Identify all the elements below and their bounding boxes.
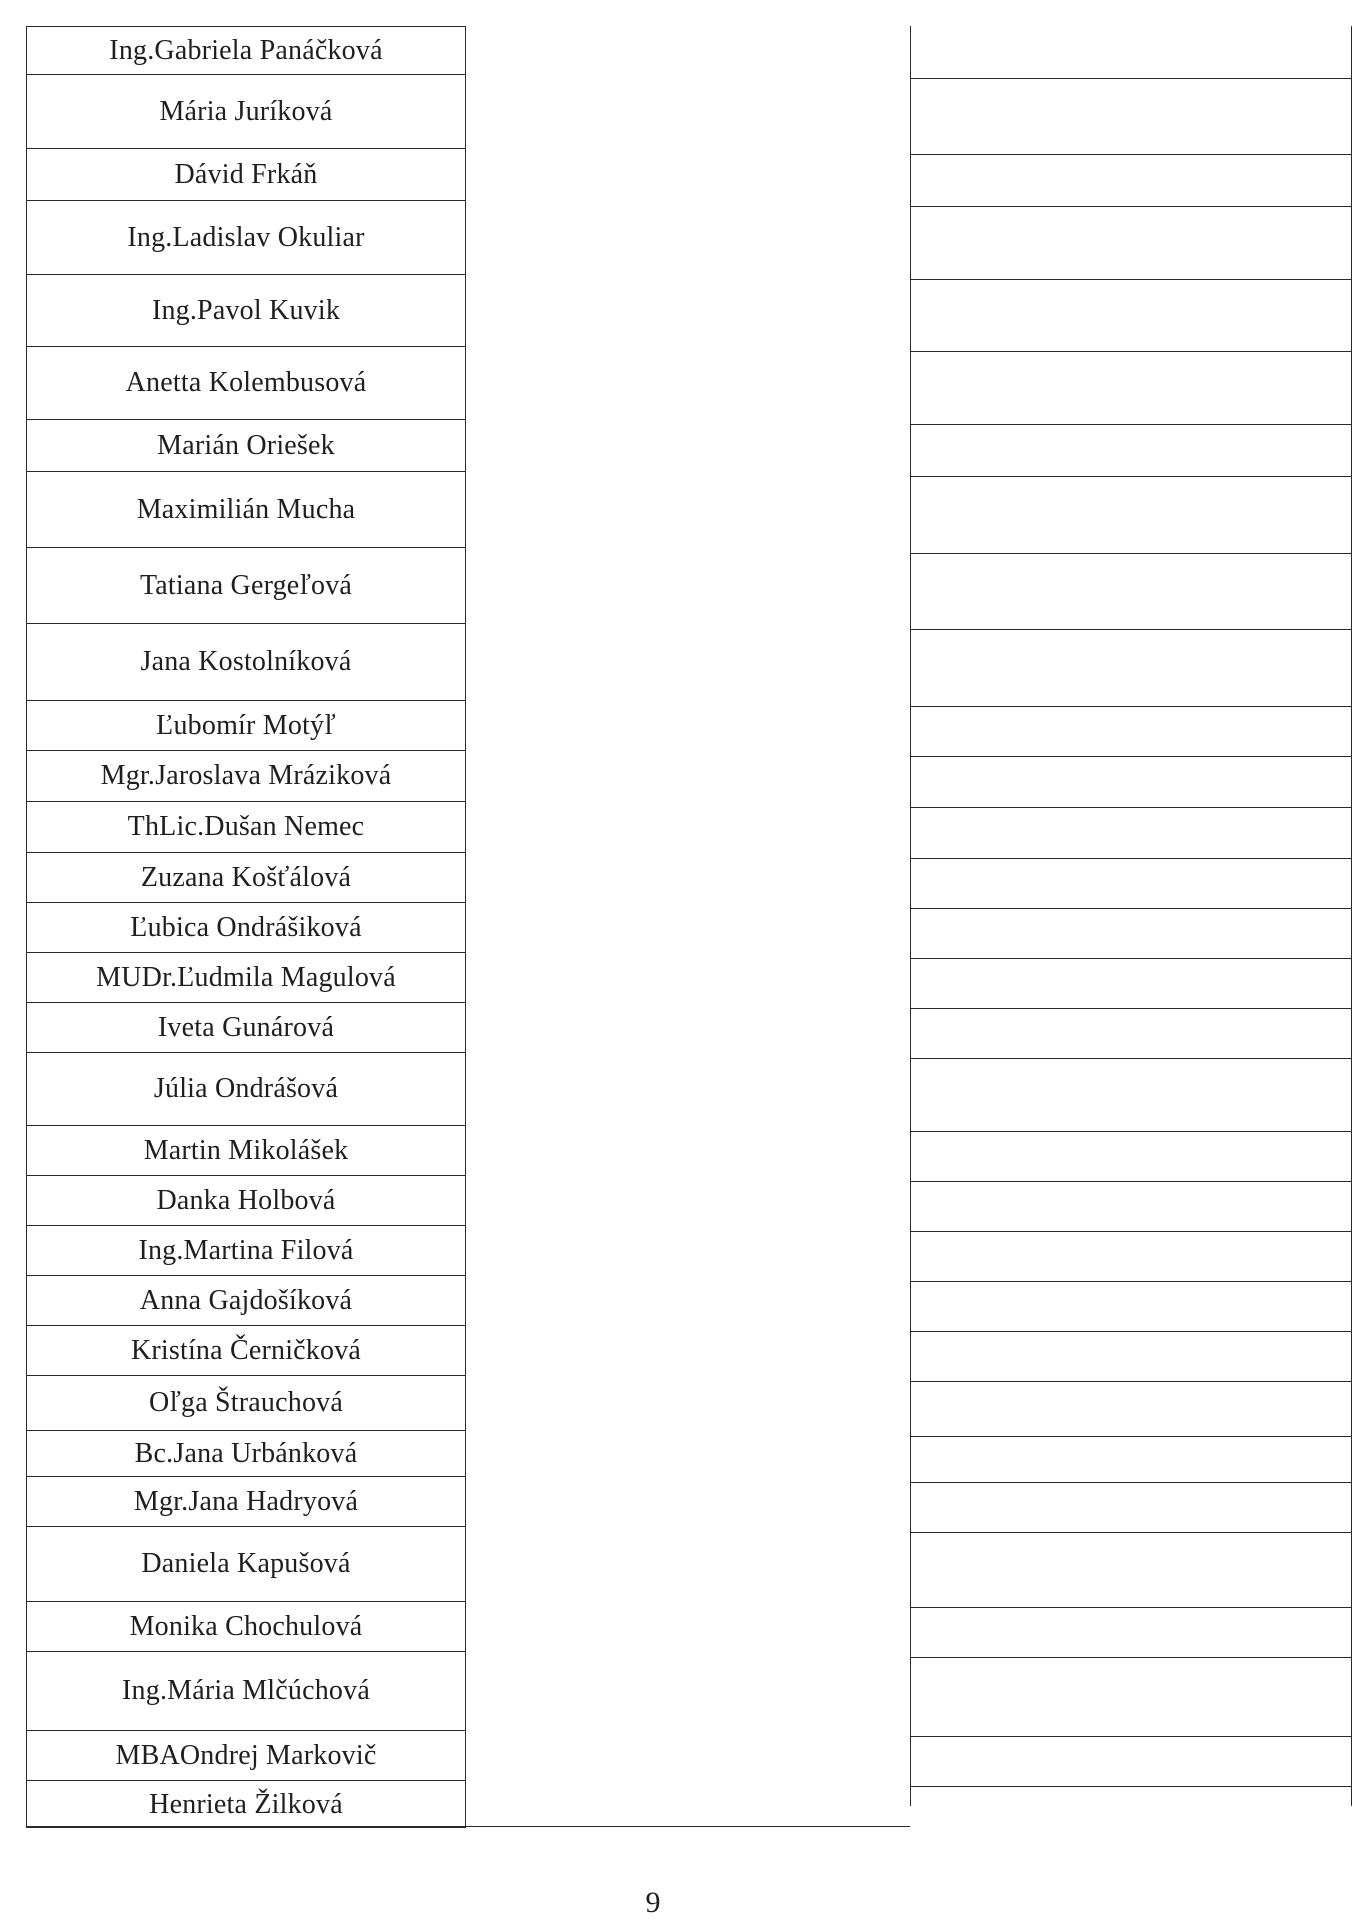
name-row: Marián Oriešek [27,420,465,472]
name-row: Danka Holbová [27,1176,465,1226]
table-bottom-border [26,1826,910,1827]
page-number: 9 [645,1886,661,1919]
signature-line [911,206,1351,207]
signature-line [911,1657,1351,1658]
name-row: Monika Chochulová [27,1602,465,1652]
name-row: Maximilián Mucha [27,472,465,548]
signature-line [911,424,1351,425]
name-row: Ing.Martina Filová [27,1226,465,1276]
name-row: MBAOndrej Markovič [27,1731,465,1781]
name-row: Bc.Jana Urbánková [27,1431,465,1477]
name-row: MUDr.Ľudmila Magulová [27,953,465,1003]
signature-line [911,476,1351,477]
name-row: Mgr.Jana Hadryová [27,1477,465,1527]
signature-line [911,1181,1351,1182]
name-row: Ing.Mária Mlčúchová [27,1652,465,1731]
signature-line [911,154,1351,155]
name-row: Oľga Štrauchová [27,1376,465,1431]
name-row: Ing.Pavol Kuvik [27,275,465,347]
signature-line [911,279,1351,280]
name-row: Zuzana Košťálová [27,853,465,903]
name-row: Mgr.Jaroslava Mráziková [27,751,465,802]
signature-line [911,1058,1351,1059]
signature-line [911,908,1351,909]
name-row: Ing.Ladislav Okuliar [27,201,465,275]
redacted-column [466,26,910,1828]
name-row: Kristína Černičková [27,1326,465,1376]
signature-line [911,1482,1351,1483]
name-row: Dávid Frkáň [27,149,465,201]
name-row: Anna Gajdošíková [27,1276,465,1326]
name-row: Ľubica Ondrášiková [27,903,465,953]
name-row: Ľubomír Motýľ [27,701,465,751]
name-row: Iveta Gunárová [27,1003,465,1053]
name-row: Jana Kostolníková [27,624,465,701]
signature-line [911,1008,1351,1009]
signature-line [911,629,1351,630]
signature-line [911,756,1351,757]
signature-line [911,858,1351,859]
name-row: Ing.Gabriela Panáčková [27,27,465,75]
name-row: Tatiana Gergeľová [27,548,465,624]
name-row: Martin Mikolášek [27,1126,465,1176]
signature-line [911,1532,1351,1533]
signature-line [911,1436,1351,1437]
signature-line [911,706,1351,707]
signature-column [910,26,1352,1806]
name-row: Anetta Kolembusová [27,347,465,420]
signature-line [911,78,1351,79]
signature-line [911,1736,1351,1737]
signature-line [911,1607,1351,1608]
signature-line [911,1131,1351,1132]
signature-line [911,1231,1351,1232]
name-row: Daniela Kapušová [27,1527,465,1602]
signature-line [911,807,1351,808]
signature-line [911,958,1351,959]
name-row: Júlia Ondrášová [27,1053,465,1126]
signature-line [911,351,1351,352]
signature-line [911,1281,1351,1282]
names-column [26,26,466,1828]
signature-line [911,1331,1351,1332]
signature-line [911,1786,1351,1787]
name-row: Henrieta Žilková [149,1789,343,1820]
signature-line [911,1381,1351,1382]
signature-line [911,553,1351,554]
name-row: ThLic.Dušan Nemec [27,802,465,853]
name-row: Mária Juríková [27,75,465,149]
